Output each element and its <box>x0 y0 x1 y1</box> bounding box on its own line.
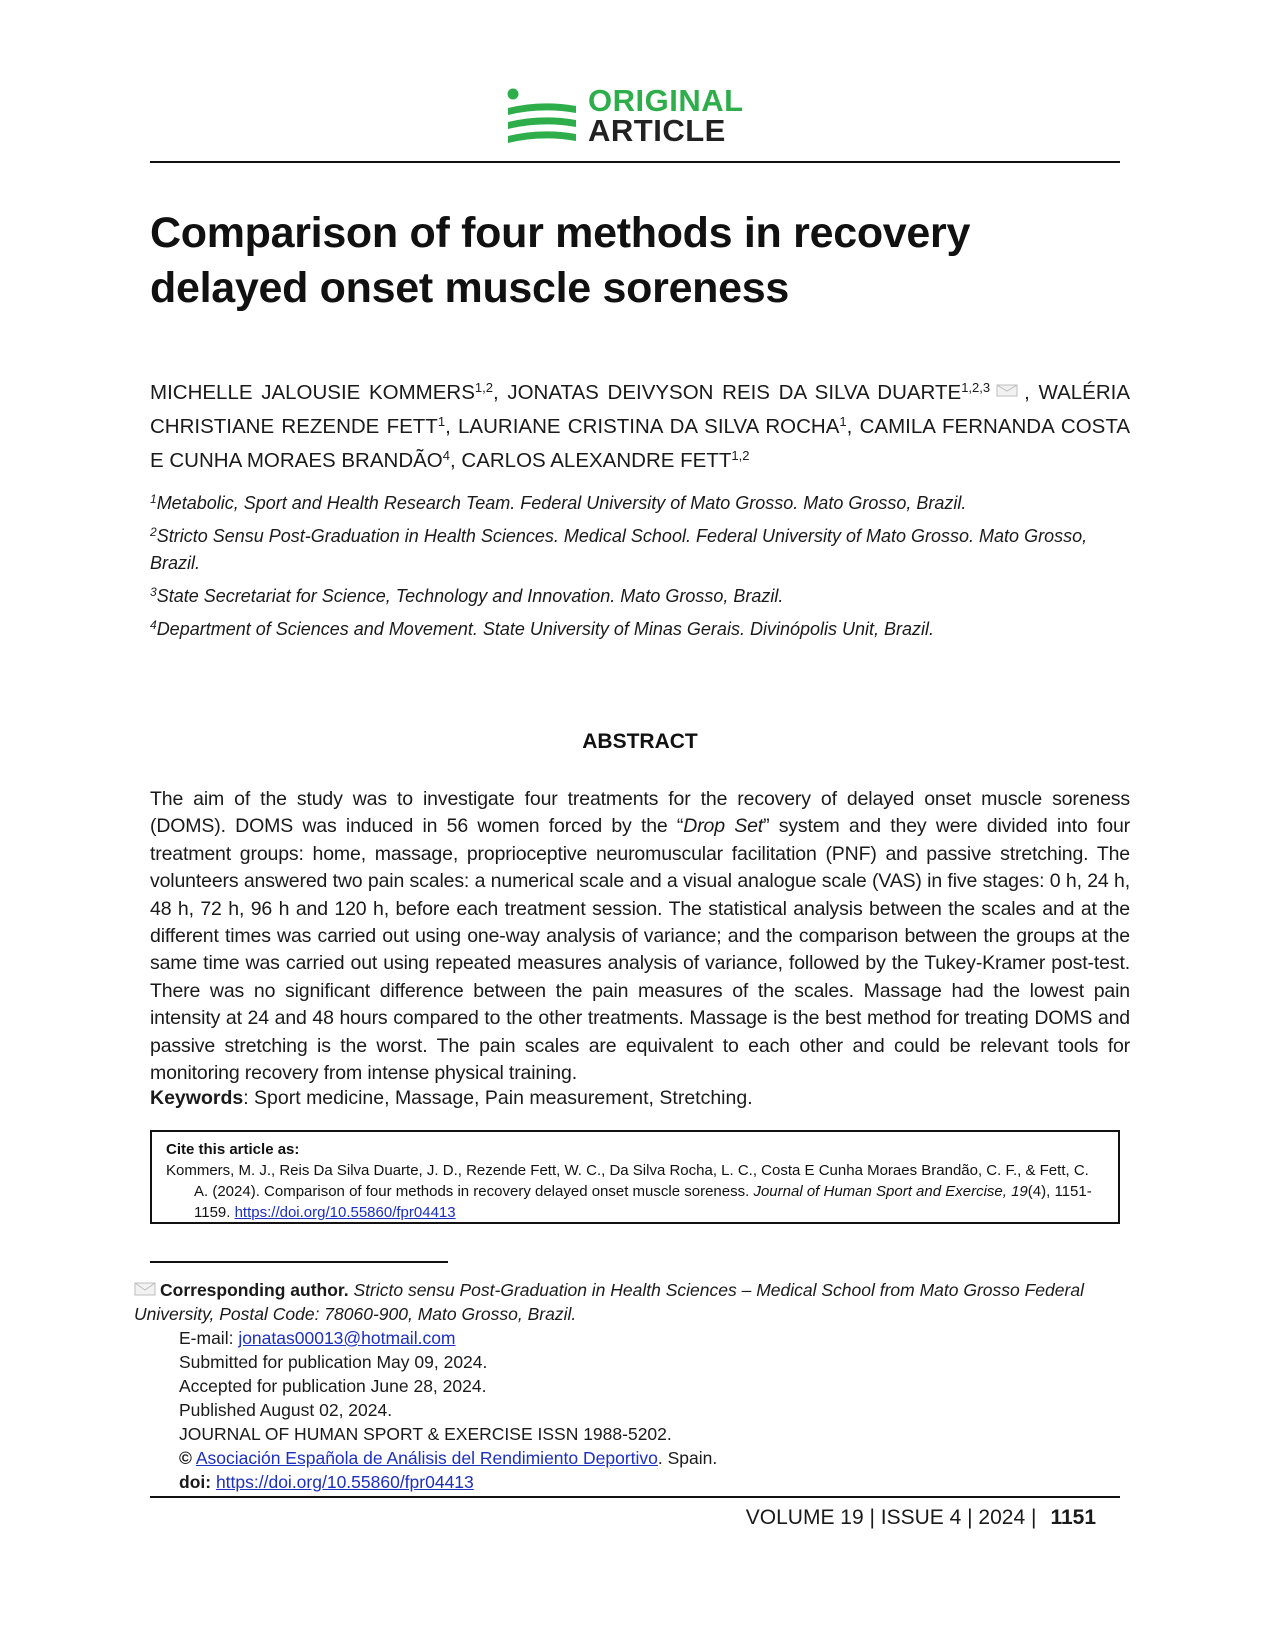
doi-link[interactable]: https://doi.org/10.55860/fpr04413 <box>215 1472 474 1492</box>
page-number: 1151 <box>1050 1506 1096 1529</box>
author-separator: , <box>846 415 860 438</box>
doi-line <box>134 1470 1124 1494</box>
email-label: E-mail: <box>179 1328 239 1348</box>
logo-stripes-icon <box>506 88 578 146</box>
corresp-label: Corresponding author. <box>160 1280 349 1300</box>
abstract-text <box>150 786 1130 1087</box>
paper-title: Comparison of four methods in recovery delayed onset muscle soreness <box>150 209 971 312</box>
author-affiliation-sup: 1,2,3 <box>961 380 991 395</box>
cite-authors-title: Kommers, M. J., Reis Da Silva Duarte, J. D., Rezende Fett, W. C., Da Silva Rocha, L. C., Costa E Cunha Moraes Brandão, C. F., & Fett, C. A. (2024). Comparison of four methods in recovery delayed onset muscle soreness. <box>166 1162 1089 1200</box>
cite-journal: Journal of Human Sport and Exercise, 19 <box>753 1183 1028 1200</box>
affiliation-item <box>150 523 1130 577</box>
keywords-list: : Sport medicine, Massage, Pain measurement, Stretching. <box>243 1087 753 1109</box>
logo-wordmark <box>588 83 744 148</box>
affiliation-item <box>150 490 1130 517</box>
affiliation-number: 3 <box>150 585 157 599</box>
submitted-date: Submitted for publication May 09, 2024. <box>179 1352 488 1372</box>
footer-rule <box>150 1496 1120 1498</box>
volume-info: VOLUME 19 | ISSUE 4 | 2024 | <box>745 1506 1037 1529</box>
affiliation-item <box>150 583 1130 610</box>
author-affiliation-sup: 1 <box>839 414 847 429</box>
cite-label: Cite this article as: <box>166 1141 300 1158</box>
publisher-suffix: . Spain. <box>657 1448 718 1468</box>
envelope-icon <box>134 1282 156 1296</box>
publisher-link[interactable]: Asociación Española de Análisis del Rendimiento Deportivo <box>195 1448 658 1468</box>
keywords <box>150 1087 1130 1110</box>
keywords-label: Keywords <box>150 1087 244 1109</box>
affiliations-list <box>150 490 1130 649</box>
footnote-rule <box>150 1261 448 1263</box>
author-entry <box>150 381 507 404</box>
corresp-address: Stricto sensu Post-Graduation in Health Sciences – Medical School from Mato Grosso Federal University, Postal Code: 78060-900, Mato Grosso, Brazil. <box>134 1280 1084 1324</box>
affiliation-text: State Secretariat for Science, Technology and Innovation. Mato Grosso, Brazil. <box>156 586 784 606</box>
affiliation-number: 4 <box>150 618 157 632</box>
accepted-date: Accepted for publication June 28, 2024. <box>179 1376 487 1396</box>
author-separator: , <box>1024 381 1039 404</box>
email-link[interactable]: jonatas00013@hotmail.com <box>238 1328 456 1348</box>
page-footer <box>150 1506 1096 1530</box>
cite-issue-pages: (4), 1151-1159. <box>194 1183 1092 1221</box>
author-affiliation-sup: 4 <box>442 448 450 463</box>
abstract-heading: ABSTRACT <box>582 730 698 753</box>
affiliation-text: Metabolic, Sport and Health Research Team. Federal University of Mato Grosso. Mato Grosso, Brazil. <box>156 493 967 513</box>
affiliation-text: Stricto Sensu Post-Graduation in Health Sciences. Medical School. Federal University of Mato Grosso. Mato Grosso, Brazil. <box>150 526 1088 573</box>
author-separator: , <box>449 449 462 472</box>
author-affiliation-sup: 1,2 <box>731 448 750 463</box>
affiliation-item <box>150 616 1130 643</box>
abstract-italic-term: Drop Set <box>683 815 764 838</box>
journal-issn: JOURNAL OF HUMAN SPORT & EXERCISE ISSN 1988-5202. <box>179 1424 672 1444</box>
header-rule <box>150 161 1120 163</box>
affiliation-text: Department of Sciences and Movement. State University of Minas Gerais. Divinópolis Unit, Brazil. <box>156 619 935 639</box>
author-name: CAMILA FERNANDA COSTA E CUNHA MORAES BRANDÃO <box>150 415 1130 472</box>
author-affiliation-sup: 1,2 <box>474 380 493 395</box>
author-entry <box>458 415 860 438</box>
author-affiliation-sup: 1 <box>437 414 446 429</box>
envelope-icon <box>996 384 1018 397</box>
corresp-email-line <box>134 1326 1124 1350</box>
author-entry <box>507 381 1038 404</box>
abstract-part2: ” system and they were divided into four treatment groups: home, massage, proprioceptive neuromuscular facilitation (PNF) and passive stretching. The volunteers answered two pain scales: a numerical scale and a visual analogue scale (VAS) in five stages: 0 h, 24 h, 48 h, 72 h, 96 h and 120 h, before each treatment session. The statistical analysis between the scales and at the different times was carried out using one-way analysis of variance; and the comparison between the groups at the same time was carried out using repeated measures analysis of variance, followed by the Tukey-Kramer post-test. There was no significant difference between the pain measures of the scales. Massage had the lowest pain intensity at 24 and 48 hours compared to the other treatments. Massage is the best method for treating DOMS and passive stretching is the worst. The pain scales are equivalent to each other and could be relevant tools for monitoring recovery from intense physical training. <box>150 815 1130 1085</box>
cite-box <box>150 1130 1120 1224</box>
copyright-line <box>134 1446 1124 1470</box>
author-name: CARLOS ALEXANDRE FETT <box>461 449 732 472</box>
author-name: MICHELLE JALOUSIE KOMMERS <box>150 381 475 404</box>
author-name: WALÉRIA CHRISTIANE REZENDE FETT <box>150 381 1130 438</box>
cite-text <box>166 1160 1104 1223</box>
author-list <box>150 376 1130 478</box>
abstract-part1: The aim of the study was to investigate four treatments for the recovery of delayed onset muscle soreness (DOMS). DOMS was induced in 56 women forced by the “ <box>150 788 1130 838</box>
journal-logo <box>506 83 776 150</box>
author-separator: , <box>445 415 459 438</box>
copyright-symbol: © <box>179 1448 192 1468</box>
affiliation-number: 2 <box>150 525 157 539</box>
affiliation-number: 1 <box>150 492 157 506</box>
correspondence-footnote <box>134 1278 1124 1494</box>
logo-line1: ORIGINAL <box>588 83 744 118</box>
author-name: JONATAS DEIVYSON REIS DA SILVA DUARTE <box>507 381 962 404</box>
logo-line2: ARTICLE <box>588 113 726 148</box>
cite-doi-link[interactable]: https://doi.org/10.55860/fpr04413 <box>234 1204 456 1221</box>
author-name: LAURIANE CRISTINA DA SILVA ROCHA <box>458 415 840 438</box>
doi-label: doi: <box>179 1472 216 1492</box>
author-entry <box>461 449 749 472</box>
published-date: Published August 02, 2024. <box>179 1400 393 1420</box>
corresp-first-line <box>134 1278 1124 1326</box>
author-separator: , <box>492 381 508 404</box>
